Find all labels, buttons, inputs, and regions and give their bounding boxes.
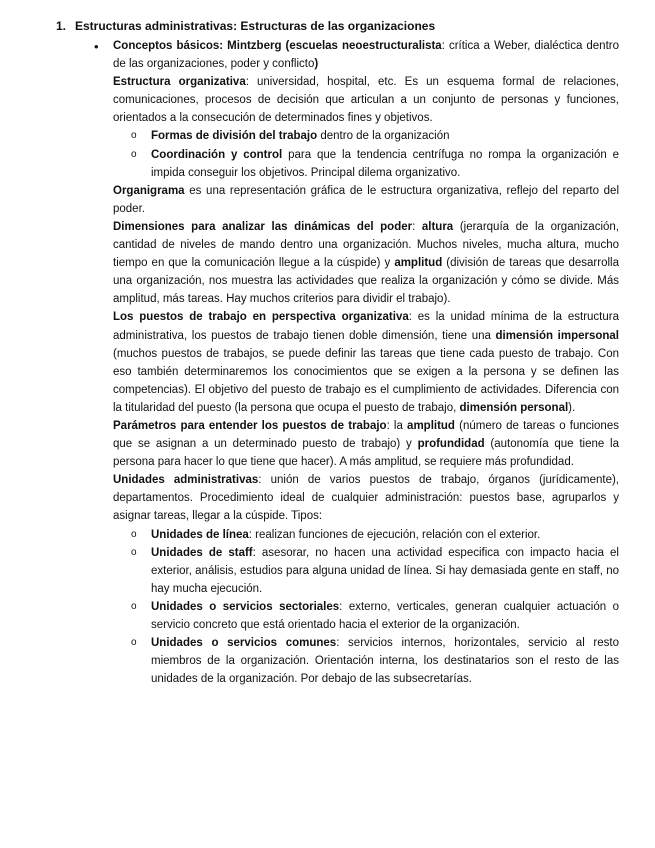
paragraph-estructura: Estructura organizativa: universidad, hospital, etc. Es un esquema formal de relaciones, comunicaciones, procesos de decisión que articulan a un conjunto de personas y funciones, orientados a la consecución de determinados fines y objetivos. — [113, 76, 619, 125]
bullet-content — [113, 37, 619, 688]
circle-bullet-icon: o — [131, 528, 137, 540]
paragraph-dimensiones: Dimensiones para analizar las dinámicas del poder: altura (jerarquía de la organización, cantidad de niveles de mando dentro una organización. Muchos niveles, mucha altura, mucho tiempo en que la comunicación llegue a la cúspide) y amplitud (división de tareas que desarrolla una organización, nos muestra las actividades que realiza la organización y cómo se divide. Más amplitud, más tareas. Hay muchos criterios para dividir el trabajo). — [113, 220, 619, 306]
circle-bullet-icon: o — [131, 637, 137, 649]
bullet-icon: • — [94, 39, 99, 54]
sublist-unidades — [113, 526, 619, 689]
list-item: o Coordinación y control para que la tendencia centrífuga no rompa la organización e impida conseguir los objetivos. Principal dilema organizativo. — [151, 146, 619, 182]
heading-text: Estructuras administrativas: Estructuras de las organizaciones — [75, 19, 436, 33]
paragraph-unidades: Unidades administrativas: unión de varios puestos de trabajo, órganos (jurídicamente), departamentos. Procedimiento ideal de cualquier administración: puestos base, agruparlos y asignar tareas, llegar a la cúspide. Tipos: — [113, 474, 619, 523]
section-heading — [56, 17, 435, 35]
list-item: o Formas de división del trabajo dentro de la organización — [151, 127, 619, 145]
list-item: o Unidades de línea: realizan funciones de ejecución, relación con el exterior. — [151, 526, 619, 544]
paragraph-conceptos: Conceptos básicos: Mintzberg (escuelas neoestructuralista: crítica a Weber, dialéctica dentro de las organizaciones, poder y conflicto) — [113, 40, 619, 71]
circle-bullet-icon: o — [131, 600, 137, 612]
paragraph-organigrama: Organigrama es una representación gráfica de le estructura organizativa, reflejo del reparto del poder. — [113, 184, 619, 215]
list-item: o Unidades o servicios sectoriales: externo, verticales, generan cualquier actuación o servicio concreto que está orientado hacia el exterior de la organización. — [151, 598, 619, 634]
list-item: o Unidades de staff: asesorar, no hacen una actividad especifica con impacto hacia el exterior, análisis, estudios para alguna unidad de línea. Si hay demasiada gente en staff, no hay mucha ejecución. — [151, 544, 619, 598]
circle-bullet-icon: o — [131, 148, 137, 160]
heading-number: 1. — [56, 19, 67, 33]
sublist-estructura — [113, 127, 619, 181]
circle-bullet-icon: o — [131, 130, 137, 142]
paragraph-puestos: Los puestos de trabajo en perspectiva organizativa: es la unidad mínima de la estructura administrativa, los puestos de trabajo tienen doble dimensión, tiene una dimensión impersonal (muchos puestos de trabajos, se puede definir las tareas que tiene cada puesto de trabajo. Con eso también determinaremos los conocimientos que se exigen a la persona y se definen las competencias). El objetivo del puesto de trabajo es el cumplimiento de actividades. Diferencia con la titularidad del puesto (la persona que ocupa el puesto de trabajo, dimensión personal). — [113, 311, 619, 414]
list-item: o Unidades o servicios comunes: servicios internos, horizontales, servicio al resto miembros de la organización. Orientación interna, los destinatarios son el resto de las unidades de la organización. Por debajo de las subsecretarías. — [151, 634, 619, 688]
paragraph-parametros: Parámetros para entender los puestos de trabajo: la amplitud (número de tareas o funciones que se asignan a un determinado puesto de trabajo) y profundidad (autonomía que tiene la persona para hacer lo que tiene que hacer). A más amplitud, se requiere más profundidad. — [113, 419, 619, 469]
circle-bullet-icon: o — [131, 546, 137, 558]
